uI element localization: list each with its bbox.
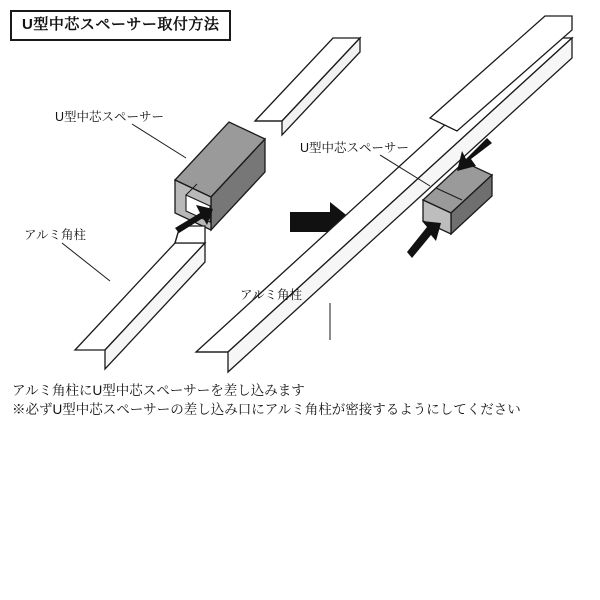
rail-right-assembly [196, 16, 572, 372]
diagram-title [10, 10, 231, 41]
label-spacer-left: U型中芯スペーサー [55, 110, 165, 124]
rail-left-upper [255, 38, 360, 135]
label-pillar-left: アルミ角柱 [24, 228, 87, 242]
u-spacer-left [175, 122, 265, 230]
label-pillar-right: アルミ角柱 [240, 288, 303, 302]
caption-line-1: アルミ角柱にU型中芯スペーサーを差し込みます [12, 383, 305, 398]
pillar-left [75, 226, 205, 369]
caption-line-2: ※必ずU型中芯スペーサーの差し込み口にアルミ角柱が密接するようにしてください [12, 402, 521, 417]
diagram-title-text: U型中芯スペーサー取付方法 [22, 16, 220, 33]
leader-line-pillar-left [62, 243, 110, 281]
leader-line-spacer-left [132, 124, 186, 158]
press-arrow-icon-bottom [407, 221, 441, 258]
label-spacer-right: U型中芯スペーサー [300, 141, 410, 155]
